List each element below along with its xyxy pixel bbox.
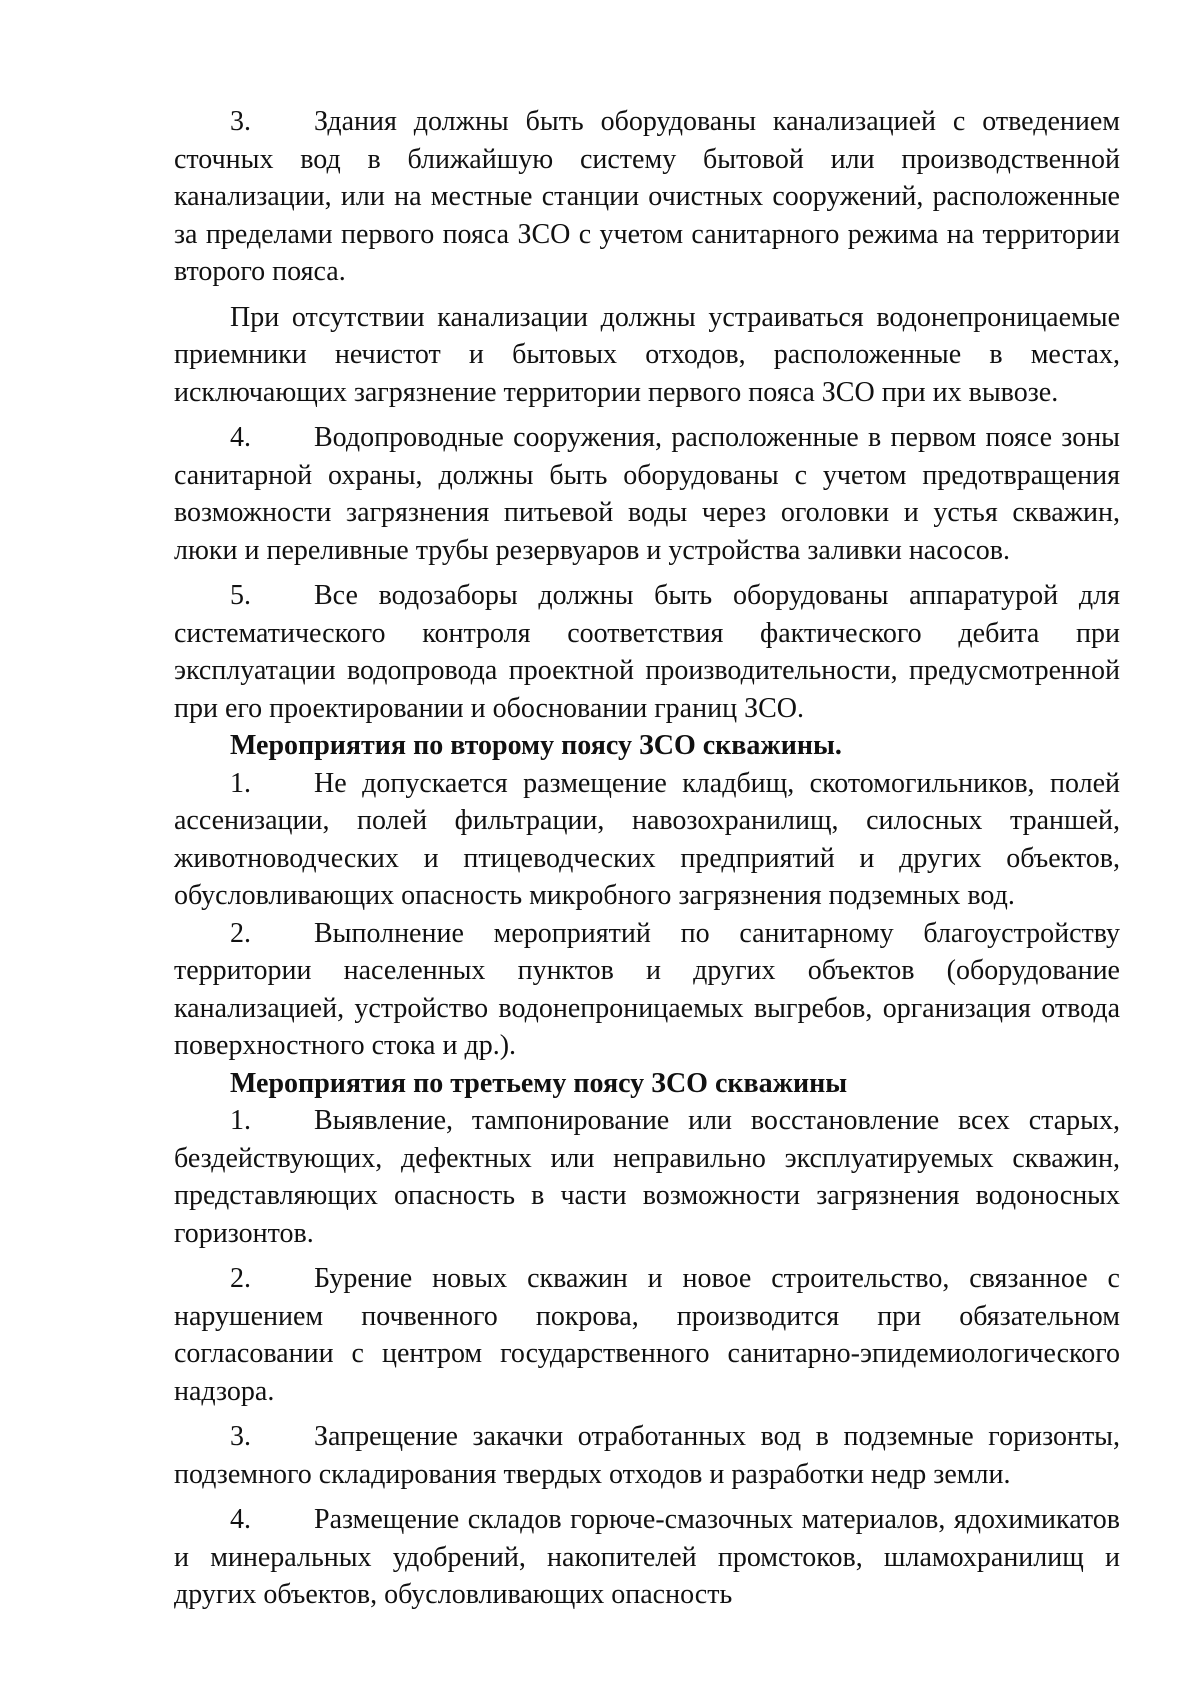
item-number: 4.: [230, 1504, 251, 1535]
item-text: Бурение новых скважин и новое строительство, связанное с нарушением почвенного покрова, производится при обязательном согласовании с центром государственного санитарно-эпидемиологического надзора.: [174, 1263, 1120, 1407]
document-page: [174, 103, 1120, 1622]
list-item: [174, 1102, 1120, 1252]
item-text: Выполнение мероприятий по санитарному благоустройству территории населенных пунктов и других объектов (оборудование канализацией, устройство водонепроницаемых выгребов, организация отвода поверхностного стока и др.).: [174, 917, 1120, 1061]
list-item: [174, 765, 1120, 915]
item-text: Все водозаборы должны быть оборудованы аппаратурой для систематического контроля соответствия фактического дебита при эксплуатации водопровода проектной производительности, предусмотренной при его проектировании и обосновании границ ЗСО.: [174, 580, 1120, 724]
list-item: [174, 419, 1120, 569]
item-text: Водопроводные сооружения, расположенные в первом поясе зоны санитарной охраны, должны быть оборудованы с учетом предотвращения возможности загрязнения питьевой воды через оголовки и устья скважин, люки и переливные трубы резервуаров и устройства заливки насосов.: [174, 422, 1120, 566]
item-number: 5.: [230, 580, 251, 611]
list-item: [174, 577, 1120, 727]
list-item: [174, 1418, 1120, 1493]
list-item: [174, 1501, 1120, 1614]
item-number: 1.: [230, 1105, 251, 1136]
item-text: Выявление, тампонирование или восстановление всех старых, бездействующих, дефектных или неправильно эксплуатируемых скважин, представляющих опасность в части возможности загрязнения водоносных горизонтов.: [174, 1105, 1120, 1249]
item-text: Размещение складов горюче-смазочных материалов, ядохимикатов и минеральных удобрений, накопителей промстоков, шламохранилищ и других объектов, обусловливающих опасность: [174, 1504, 1120, 1610]
item-number: 3.: [230, 1421, 251, 1452]
item-number: 3.: [230, 106, 251, 137]
list-item: [174, 915, 1120, 1065]
item-text: Запрещение закачки отработанных вод в подземные горизонты, подземного складирования твердых отходов и разработки недр земли.: [174, 1421, 1120, 1490]
item-number: 1.: [230, 767, 251, 799]
item-number: 2.: [230, 917, 251, 949]
item-text: Не допускается размещение кладбищ, скотомогильников, полей ассенизации, полей фильтрации, навозохранилищ, силосных траншей, животноводческих и птицеводческих предприятий и других объектов, обусловливающих опасность микробного загрязнения подземных вод.: [174, 767, 1120, 911]
section-heading: Мероприятия по третьему поясу ЗСО скважины: [230, 1067, 848, 1099]
section-heading: Мероприятия по второму поясу ЗСО скважины.: [230, 730, 842, 761]
item-number: 2.: [230, 1263, 251, 1294]
list-item: [174, 1260, 1120, 1410]
item-number: 4.: [230, 422, 251, 453]
list-item: [174, 103, 1120, 291]
paragraph: При отсутствии канализации должны устраиваться водонепроницаемые приемники нечистот и бытовых отходов, расположенные в местах, исключающих загрязнение территории первого пояса ЗСО при их вывозе.: [174, 301, 1120, 408]
item-text: Здания должны быть оборудованы канализацией с отведением сточных вод в ближайшую систему бытовой или производственной канализации, или на местные станции очистных сооружений, расположенные за пределами первого пояса ЗСО с учетом санитарного режима на территории второго пояса.: [174, 106, 1120, 287]
